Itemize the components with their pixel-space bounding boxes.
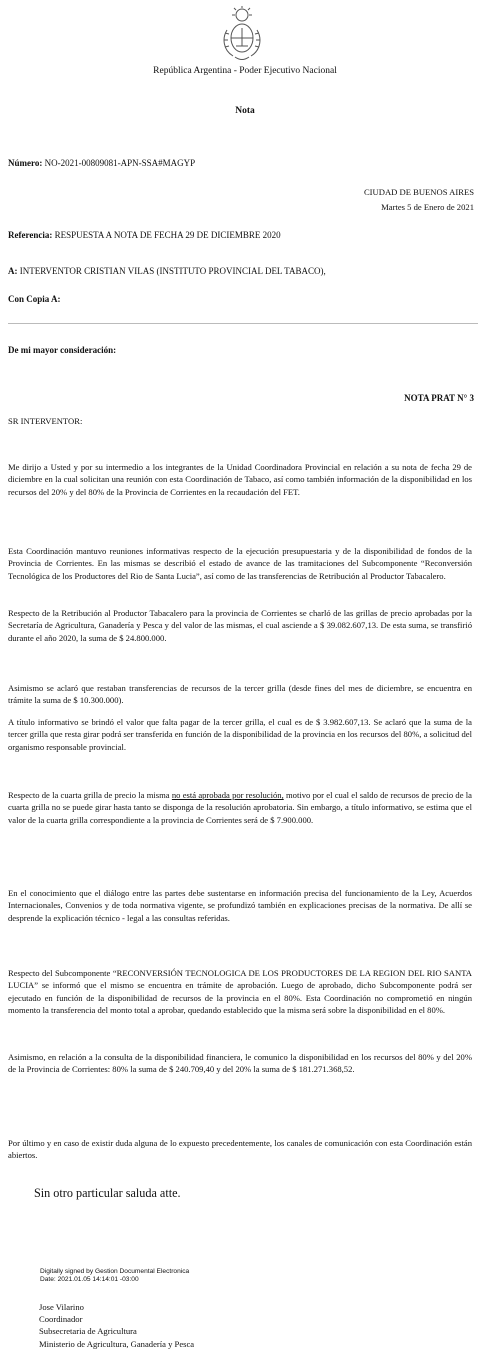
paragraph-2: Esta Coordinación mantuvo reuniones informativas respecto de la ejecución presupuestaria y de la disponibilidad de fondos de la Provincia de Corrientes. En las mismas se describió el estado de avance de las tramitaciones del Subcomponente “Reconversión Tecnológica de los Productores del Rio de Santa Lucia”, así como de las transferencias de Retribución al Productor Tabacalero. (8, 546, 472, 581)
signer-office: Subsecretaria de Agricultura (39, 1326, 137, 1337)
paragraph-6-underlined: no está aprobada por resolución, (171, 790, 284, 800)
date: Martes 5 de Enero de 2021 (381, 202, 474, 212)
paragraph-3: Respecto de la Retribución al Productor Tabacalero para la provincia de Corrientes se charló de las grillas de precio aprobadas por la Secretaría de Agricultura, Ganadería y Pesca y del valor de las mismas, el cual asciende a $ 39.082.607,13. De esta suma, se transfirió durante el año 2020, la suma de $ 24.800.000. (8, 608, 472, 643)
paragraph-6 (8, 789, 472, 826)
paragraph-9: Asimismo, en relación a la consulta de la disponibilidad financiera, le comunico la disponibilidad en los recursos del 80% y del 20% de la Provincia de Corrientes: 80% la suma de $ 240.709,40 y del 20% la suma de $ 181.271.368,52. (8, 1052, 472, 1075)
greeting: De mi mayor consideración: (8, 345, 117, 355)
number-value: NO-2021-00809081-APN-SSA#MAGYP (44, 158, 196, 168)
reference-label: Referencia: (8, 230, 53, 240)
signer-ministry: Ministerio de Agricultura, Ganadería y Pesca (39, 1338, 195, 1349)
reference-value: RESPUESTA A NOTA DE FECHA 29 DE DICIEMBRE 2020 (54, 230, 281, 240)
paragraph-7: En el conocimiento que el diálogo entre las partes debe sustentarse en información precisa del funcionamiento de la Ley, Acuerdos Internacionales, Convenios y de toda normativa vigente, se profundizó también en explicaciones precisas de la normativa. De allí se desprende la explicación técnico - legal a las consultas referidas. (8, 888, 472, 923)
paragraph-1: Me dirijo a Usted y por su intermedio a los integrantes de la Unidad Coordinadora Provincial en relación a su nota de fecha 29 de diciembre en la cual solicitan una reunión con esta Coordinación de Tabaco, así como también información de la disponibilidad en los recursos del 20% y del 80% de la Provincia de Corrientes en la recaudación del FET. (8, 462, 472, 497)
closing: Sin otro particular saluda atte. (34, 1186, 181, 1200)
salutation: SR INTERVENTOR: (8, 416, 83, 426)
digital-signature-line-2: Date: 2021.01.05 14:14:01 -03:00 (40, 1276, 139, 1283)
signer-name: Jose Vilarino (39, 1302, 84, 1312)
recipient-value: INTERVENTOR CRISTIAN VILAS (INSTITUTO PROVINCIAL DEL TABACO), (19, 266, 326, 276)
paragraph-6-start: Respecto de la cuarta grilla de precio la misma (8, 790, 172, 800)
argentina-coat-of-arms-icon (221, 6, 263, 64)
paragraph-6-end: motivo por el cual el saldo de recursos de precio de la cuarta grilla no se puede girar hasta tanto se disponga de la resolución aprobatoria. Sin embargo, a título informativo, se estima que el valor de la cuarta grilla correspondiente a la provincia de Corrientes será de $ 7.900.000. (8, 790, 472, 825)
paragraph-5: A título informativo se brindó el valor que falta pagar de la tercer grilla, el cual es de $ 3.982.607,13. Se aclaró que la suma de la tercer grilla que resta girar podrá ser transferida en función de la disponibilidad de la provincia en los recursos del 80%, a solicitud del organismo responsable provincial. (8, 717, 472, 752)
paragraph-10: Por último y en caso de existir duda alguna de lo expuesto precedentemente, los canales de comunicación con esta Coordinación están abiertos. (8, 1138, 472, 1161)
paragraph-4: Asimismo se aclaró que restaban transferencias de recursos de la tercer grilla (desde fines del mes de diciembre, se encuentra en trámite la suma de $ 10.300.000). (8, 683, 472, 706)
recipient-label: A: (8, 266, 18, 276)
digital-signature-line-1: Digitally signed by Gestion Documental Electronica (40, 1268, 190, 1275)
cc-label: Con Copia A: (8, 294, 61, 304)
city: CIUDAD DE BUENOS AIRES (363, 187, 474, 197)
digital-signature-stamp (40, 1268, 189, 1284)
document-type: Nota (235, 106, 255, 116)
signer-block (39, 1301, 194, 1350)
number-label: Número: (8, 158, 43, 168)
document-number (8, 158, 195, 168)
note-number: NOTA PRAT N° 3 (404, 393, 474, 403)
signer-role: Coordinador (39, 1314, 83, 1325)
header-title: República Argentina - Poder Ejecutivo Nacional (153, 66, 337, 76)
recipient (8, 266, 326, 276)
divider (8, 323, 478, 324)
reference (8, 230, 281, 240)
paragraph-8: Respecto del Subcomponente “RECONVERSIÓN TECNOLOGICA DE LOS PRODUCTORES DE LA REGION DEL RIO SANTA LUCIA” se informó que el mismo se encuentra en trámite de aprobación. Luego de aprobado, dicho Subcomponente podrá ser ejecutado en función de la disponibilidad de recursos de la provincia en el 80%. Esta Coordinación no comprometió en ningún momento la transferencia del monto total a aprobar, quedando establecido que la misma será sobre la disponibilidad en el 80%. (8, 968, 472, 1016)
